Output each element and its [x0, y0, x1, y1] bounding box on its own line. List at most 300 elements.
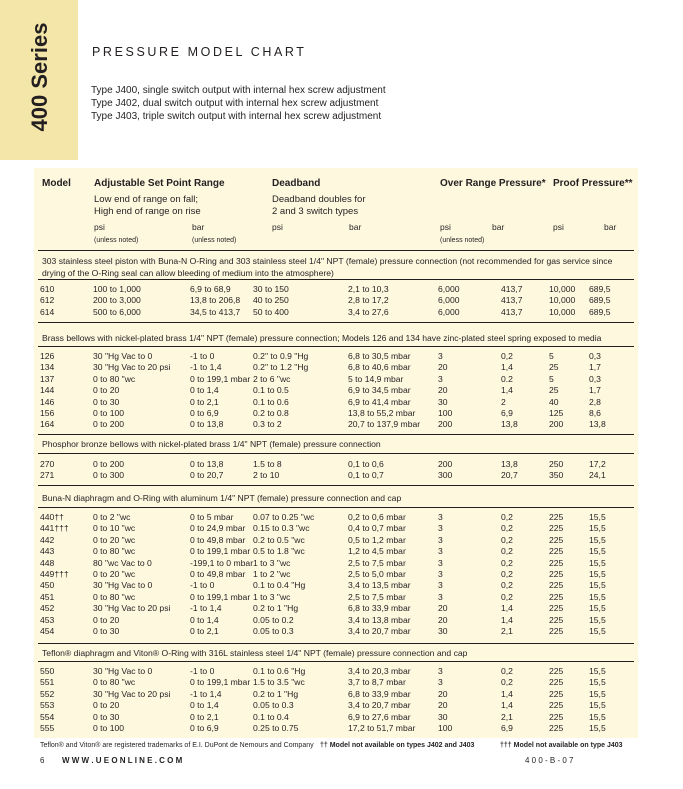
table-cell: 350	[549, 470, 564, 481]
type-j402: Type J402, dual switch output with internal hex screw adjustment	[91, 98, 379, 109]
table-cell: 3,4 to 27,6	[348, 306, 389, 317]
table-cell: 2 to 6 "wc	[253, 373, 291, 384]
table-cell: 0 to 100	[93, 408, 125, 419]
table-cell: 0,2	[501, 546, 513, 557]
table-cell: 443	[40, 546, 55, 557]
table-cell: 1,4	[501, 385, 513, 396]
table-cell: 6,9 to 68,9	[190, 284, 231, 294]
divider	[38, 485, 634, 486]
table-cell: 225	[549, 666, 564, 676]
table-row	[40, 615, 636, 626]
table-cell: 6,9	[501, 723, 513, 734]
group-description: Teflon® diaphragm and Viton® O-Ring with 316L stainless steel 1/4" NPT (female) pressure connection and cap	[42, 648, 468, 658]
table-cell: 449†††	[40, 569, 69, 580]
table-cell: 3	[438, 580, 443, 591]
table-cell: 0.15 to 0.3 "wc	[253, 523, 310, 534]
unit-deadband-psi: psi	[272, 222, 283, 232]
table-cell: 0,5 to 1,2 mbar	[348, 534, 406, 545]
table-cell: 17,2 to 51,7 mbar	[348, 723, 416, 734]
table-cell: 0 to 24,9 mbar	[190, 523, 246, 534]
table-cell: 30	[438, 711, 448, 722]
table-cell: 2 to 10	[253, 470, 280, 481]
table-cell: 0 to 2,1	[190, 396, 219, 407]
header-deadband-note2: 2 and 3 switch types	[272, 206, 359, 217]
table-cell: 0 to 1,4	[190, 700, 219, 711]
table-cell: 300	[438, 470, 453, 481]
table-cell: 200	[549, 419, 564, 430]
table-cell: 0,2	[501, 666, 513, 676]
table-cell: 0 to 10 "wc	[93, 523, 136, 534]
table-cell: 3	[438, 546, 443, 557]
table-cell: 0 to 1,4	[190, 385, 219, 396]
table-cell: 164	[40, 419, 55, 430]
table-cell: 225	[549, 546, 564, 557]
table-cell: 0 to 300	[93, 470, 125, 481]
table-cell: 0 to 199,1 mbar	[190, 373, 251, 384]
table-cell: 20,7 to 137,9 mbar	[348, 419, 421, 430]
table-cell: 0,2	[501, 534, 513, 545]
table-row	[40, 284, 636, 295]
table-cell: 0.05 to 0.3	[253, 626, 294, 637]
table-cell: 25	[549, 362, 559, 373]
table-cell: -1 to 1,4	[190, 688, 222, 699]
table-row	[40, 523, 636, 534]
table-cell: 225	[549, 614, 564, 625]
table-row	[40, 385, 636, 396]
header-setpoint: Adjustable Set Point Range	[94, 178, 225, 189]
table-cell: 0 to 2,1	[190, 711, 219, 722]
table-cell: 448	[40, 557, 55, 568]
table-cell: 552	[40, 688, 55, 699]
table-cell: 5	[549, 351, 554, 361]
table-row	[40, 459, 636, 470]
table-cell: 0,2	[501, 569, 513, 580]
table-cell: 15,5	[589, 603, 606, 614]
divider	[38, 453, 634, 454]
table-cell: 614	[40, 306, 55, 317]
table-cell: 20	[438, 362, 448, 373]
table-cell: 1 to 3 "wc	[253, 591, 291, 602]
table-row	[40, 723, 636, 734]
table-cell: 15,5	[589, 523, 606, 534]
table-cell: 15,5	[589, 626, 606, 637]
table-cell: 0.07 to 0.25 "wc	[253, 512, 315, 522]
table-cell: 0 to 80 "wc	[93, 591, 136, 602]
table-row	[40, 558, 636, 569]
table-cell: 551	[40, 677, 55, 688]
table-cell: 15,5	[589, 569, 606, 580]
table-cell: 6,000	[438, 295, 460, 306]
table-cell: 0.2 to 1 "Hg	[253, 603, 299, 614]
table-cell: 15,5	[589, 591, 606, 602]
table-cell: 413,7	[501, 295, 523, 306]
table-cell: 10,000	[549, 295, 576, 306]
table-cell: 0 to 20 "wc	[93, 569, 136, 580]
table-cell: 0 to 49,8 mbar	[190, 569, 246, 580]
table-cell: 40 to 250	[253, 295, 289, 306]
table-cell: 13,8 to 206,8	[190, 295, 241, 306]
header-setpoint-note2: High end of range on rise	[94, 206, 201, 217]
table-cell: 0,2	[501, 351, 513, 361]
table-cell: 0 to 30	[93, 396, 120, 407]
table-cell: 0.1 to 0.6 "Hg	[253, 666, 306, 676]
table-cell: 0 to 30	[93, 711, 120, 722]
table-cell: 30 "Hg Vac to 0	[93, 666, 153, 676]
table-cell: 0 to 199,1 mbar	[190, 591, 251, 602]
header-proof: Proof Pressure**	[553, 178, 633, 189]
unit-overrange-psi: psi	[440, 222, 451, 232]
table-cell: 0,2	[501, 591, 513, 602]
table-cell: 20	[438, 614, 448, 625]
table-cell: 2,5 to 5,0 mbar	[348, 569, 406, 580]
table-cell: 30	[438, 396, 448, 407]
page-title: PRESSURE MODEL CHART	[92, 45, 307, 59]
table-cell: 6,9 to 27,6 mbar	[348, 711, 411, 722]
website-link[interactable]: W W W . U E O N L I N E . C O M	[62, 756, 183, 765]
trademark-note: Teflon® and Viton® are registered trademarks of E.I. DuPont de Nemours and Company	[40, 742, 314, 749]
table-cell: 30 "Hg Vac to 20 psi	[93, 688, 171, 699]
header-deadband-note1: Deadband doubles for	[272, 194, 366, 205]
table-cell: 0.05 to 0.3	[253, 700, 294, 711]
table-cell: 0 to 80 "wc	[93, 373, 136, 384]
table-cell: 0.2 to 0.8	[253, 408, 289, 419]
table-cell: 225	[549, 557, 564, 568]
table-cell: 0,2	[501, 512, 513, 522]
table-cell: 3	[438, 557, 443, 568]
table-cell: 2,1 to 10,3	[348, 284, 389, 294]
table-cell: 1.5 to 3.5 "wc	[253, 677, 305, 688]
table-cell: -1 to 1,4	[190, 603, 222, 614]
table-cell: 3	[438, 569, 443, 580]
table-cell: -1 to 1,4	[190, 362, 222, 373]
table-cell: 0 to 199,1 mbar	[190, 677, 251, 688]
table-cell: 1,4	[501, 362, 513, 373]
table-cell: 0 to 13,8	[190, 419, 224, 430]
table-cell: 0.3 to 2	[253, 419, 282, 430]
table-cell: 126	[40, 351, 55, 361]
table-cell: 0 to 2,1	[190, 626, 219, 637]
table-cell: 6,8 to 33,9 mbar	[348, 603, 411, 614]
table-row	[40, 666, 636, 677]
page-number: 6	[40, 756, 45, 765]
table-row	[40, 677, 636, 688]
table-cell: 13,8	[501, 459, 518, 469]
table-cell: 550	[40, 666, 55, 676]
table-cell: 0 to 6,9	[190, 408, 219, 419]
document-code: 4 0 0 - B - 0 7	[525, 756, 574, 765]
table-cell: 0,1 to 0,6	[348, 459, 384, 469]
table-cell: 225	[549, 603, 564, 614]
table-cell: 8,6	[589, 408, 601, 419]
header-deadband: Deadband	[272, 178, 321, 189]
unit-setpoint-psi: psi	[94, 222, 105, 232]
type-j400: Type J400, single switch output with internal hex screw adjustment	[91, 85, 386, 96]
table-cell: 0 to 20	[93, 385, 120, 396]
table-row	[40, 592, 636, 603]
table-cell: 0,2	[501, 557, 513, 568]
table-cell: 34,5 to 413,7	[190, 306, 241, 317]
table-cell: 6,9 to 41,4 mbar	[348, 396, 411, 407]
table-cell: 0,2	[501, 580, 513, 591]
table-row	[40, 626, 636, 637]
table-cell: 20	[438, 688, 448, 699]
table-cell: 125	[549, 408, 564, 419]
table-cell: 13,8	[501, 419, 518, 430]
table-cell: 3	[438, 373, 443, 384]
table-cell: 225	[549, 512, 564, 522]
table-cell: 440††	[40, 512, 64, 522]
table-cell: 442	[40, 534, 55, 545]
table-cell: 20	[438, 603, 448, 614]
table-cell: 50 to 400	[253, 306, 289, 317]
table-cell: 452	[40, 603, 55, 614]
table-cell: 30 "Hg Vac to 0	[93, 580, 153, 591]
table-cell: 0,3	[589, 351, 601, 361]
table-cell: -1 to 0	[190, 580, 215, 591]
table-cell: 200	[438, 419, 453, 430]
table-cell: 0,4 to 0,7 mbar	[348, 523, 406, 534]
table-cell: 15,5	[589, 711, 606, 722]
table-cell: 0 to 200	[93, 459, 125, 469]
table-cell: 1,4	[501, 688, 513, 699]
table-cell: 3	[438, 523, 443, 534]
table-cell: 13,8 to 55,2 mbar	[348, 408, 416, 419]
table-cell: 0 to 100	[93, 723, 125, 734]
table-cell: 3,4 to 20,7 mbar	[348, 700, 411, 711]
table-cell: 0 to 80 "wc	[93, 546, 136, 557]
table-cell: 3,4 to 13,5 mbar	[348, 580, 411, 591]
table-cell: 271	[40, 470, 55, 481]
table-cell: 2,5 to 7,5 mbar	[348, 557, 406, 568]
table-cell: 6,9 to 34,5 mbar	[348, 385, 411, 396]
table-cell: 30	[438, 626, 448, 637]
table-cell: 450	[40, 580, 55, 591]
table-cell: 0.05 to 0.2	[253, 614, 294, 625]
table-cell: 30 to 150	[253, 284, 289, 294]
table-row	[40, 535, 636, 546]
table-cell: 20	[438, 385, 448, 396]
table-cell: 6,9	[501, 408, 513, 419]
table-cell: 225	[549, 711, 564, 722]
table-row	[40, 351, 636, 362]
table-cell: 225	[549, 523, 564, 534]
table-cell: 225	[549, 700, 564, 711]
table-cell: 6,000	[438, 284, 460, 294]
table-cell: 6,8 to 30,5 mbar	[348, 351, 411, 361]
unit-overrange-bar: bar	[492, 222, 505, 232]
table-cell: 0 to 5 mbar	[190, 512, 234, 522]
table-cell: 225	[549, 569, 564, 580]
group-table	[40, 512, 636, 637]
table-cell: 1,7	[589, 362, 601, 373]
table-cell: 225	[549, 534, 564, 545]
table-cell: 441†††	[40, 523, 69, 534]
table-cell: 100	[438, 723, 453, 734]
series-tab-label: 400 Series	[27, 22, 52, 132]
table-cell: 3,4 to 20,3 mbar	[348, 666, 411, 676]
table-cell: 3	[438, 591, 443, 602]
table-cell: -199,1 to 0 mbar	[190, 557, 253, 568]
table-cell: 225	[549, 688, 564, 699]
table-cell: 0 to 20	[93, 700, 120, 711]
table-cell: 500 to 6,000	[93, 306, 141, 317]
table-row	[40, 362, 636, 373]
type-list	[91, 84, 386, 123]
unit-setpoint-bar-note: (unless noted)	[192, 237, 237, 244]
table-cell: 1 to 2 "wc	[253, 569, 291, 580]
divider	[38, 434, 634, 435]
table-row	[40, 712, 636, 723]
table-cell: 2,8 to 17,2	[348, 295, 389, 306]
table-cell: 554	[40, 711, 55, 722]
table-cell: 30 "Hg Vac to 20 psi	[93, 362, 171, 373]
table-row	[40, 419, 636, 430]
table-row	[40, 374, 636, 385]
table-cell: 612	[40, 295, 55, 306]
table-cell: 0 to 20	[93, 614, 120, 625]
table-cell: 0.1 to 0.4 "Hg	[253, 580, 306, 591]
group-table	[40, 459, 636, 482]
series-tab	[0, 0, 78, 160]
table-cell: 15,5	[589, 677, 606, 688]
table-row	[40, 408, 636, 419]
table-cell: 0,1 to 0,7	[348, 470, 384, 481]
table-cell: 2,8	[589, 396, 601, 407]
table-cell: 0 to 49,8 mbar	[190, 534, 246, 545]
table-cell: 15,5	[589, 688, 606, 699]
unit-proof-bar: bar	[604, 222, 617, 232]
table-cell: 555	[40, 723, 55, 734]
divider	[38, 661, 634, 662]
divider	[38, 250, 634, 251]
table-cell: 15,5	[589, 614, 606, 625]
table-row	[40, 603, 636, 614]
table-cell: 553	[40, 700, 55, 711]
table-row	[40, 512, 636, 523]
table-cell: 15,5	[589, 557, 606, 568]
table-cell: 3,4 to 13,8 mbar	[348, 614, 411, 625]
table-cell: 0.2" to 1.2 "Hg	[253, 362, 309, 373]
table-cell: 1,4	[501, 700, 513, 711]
table-cell: 100 to 1,000	[93, 284, 141, 294]
group-table	[40, 666, 636, 734]
table-cell: 30 "Hg Vac to 20 psi	[93, 603, 171, 614]
header-overrange: Over Range Pressure*	[440, 178, 546, 189]
table-cell: 0 to 1,4	[190, 614, 219, 625]
group-description: Buna-N diaphragm and O-Ring with aluminum 1/4" NPT (female) pressure connection and cap	[42, 493, 402, 503]
table-cell: 0 to 80 "wc	[93, 677, 136, 688]
table-cell: 2	[501, 396, 506, 407]
table-row	[40, 689, 636, 700]
table-cell: 225	[549, 580, 564, 591]
table-cell: 1,4	[501, 603, 513, 614]
table-cell: 689,5	[589, 284, 611, 294]
table-cell: 1.5 to 8	[253, 459, 282, 469]
table-cell: 100	[438, 408, 453, 419]
divider	[38, 322, 634, 323]
table-cell: 0 to 6,9	[190, 723, 219, 734]
table-cell: 453	[40, 614, 55, 625]
table-cell: 0.2 to 0.5 "wc	[253, 534, 305, 545]
unit-setpoint-psi-note: (unless noted)	[94, 237, 139, 244]
table-cell: 20	[438, 700, 448, 711]
table-cell: 0 to 199,1 mbar	[190, 546, 251, 557]
table-cell: 0 to 30	[93, 626, 120, 637]
divider	[38, 643, 634, 644]
table-cell: 15,5	[589, 723, 606, 734]
table-cell: 0.25 to 0.75	[253, 723, 299, 734]
table-cell: 0.1 to 0.6	[253, 396, 289, 407]
footnote-triple-dagger: ††† Model not available on type J403	[500, 742, 623, 749]
unit-proof-psi: psi	[553, 222, 564, 232]
divider	[38, 507, 634, 508]
table-cell: 225	[549, 677, 564, 688]
table-cell: -1 to 0	[190, 666, 215, 676]
table-cell: 0.2" to 0.9 "Hg	[253, 351, 309, 361]
table-cell: 0 to 2 "wc	[93, 512, 131, 522]
table-cell: 610	[40, 284, 55, 294]
table-cell: 200 to 3,000	[93, 295, 141, 306]
table-cell: 5	[549, 373, 554, 384]
table-cell: 0,2	[501, 523, 513, 534]
table-cell: 0,2 to 0,6 mbar	[348, 512, 406, 522]
table-cell: 80 "wc Vac to 0	[93, 557, 152, 568]
table-cell: 15,5	[589, 580, 606, 591]
header-model: Model	[42, 178, 71, 189]
table-cell: 225	[549, 723, 564, 734]
group-description: Brass bellows with nickel-plated brass 1/4" NPT (female) pressure connection; Models 126 and 134 have zinc-plated steel spring exposed to media	[42, 333, 602, 343]
table-cell: 17,2	[589, 459, 606, 469]
table-cell: 24,1	[589, 470, 606, 481]
table-cell: 6,8 to 40,6 mbar	[348, 362, 411, 373]
unit-deadband-bar: bar	[349, 222, 362, 232]
table-cell: 0.1 to 0.5	[253, 385, 289, 396]
table-cell: 0,3	[589, 373, 601, 384]
table-cell: 451	[40, 591, 55, 602]
table-cell: 2,5 to 7,5 mbar	[348, 591, 406, 602]
table-cell: 15,5	[589, 546, 606, 557]
table-cell: 250	[549, 459, 564, 469]
table-cell: 270	[40, 459, 55, 469]
table-cell: 1,2 to 4,5 mbar	[348, 546, 406, 557]
table-cell: 10,000	[549, 306, 576, 317]
table-cell: 30 "Hg Vac to 0	[93, 351, 153, 361]
table-cell: 0,2	[501, 677, 513, 688]
table-row	[40, 295, 636, 306]
table-cell: 25	[549, 385, 559, 396]
table-cell: -1 to 0	[190, 351, 215, 361]
table-cell: 3,4 to 20,7 mbar	[348, 626, 411, 637]
table-cell: 156	[40, 408, 55, 419]
unit-overrange-psi-note: (unless noted)	[440, 237, 485, 244]
table-row	[40, 580, 636, 591]
table-cell: 413,7	[501, 306, 523, 317]
group-description: Phosphor bronze bellows with nickel-plated brass 1/4" NPT (female) pressure connection	[42, 439, 381, 449]
table-cell: 413,7	[501, 284, 523, 294]
table-cell: 0 to 13,8	[190, 459, 224, 469]
table-cell: 225	[549, 591, 564, 602]
table-cell: 3	[438, 666, 443, 676]
table-cell: 15,5	[589, 512, 606, 522]
table-cell: 0 to 200	[93, 419, 125, 430]
table-cell: 2,1	[501, 626, 513, 637]
table-cell: 200	[438, 459, 453, 469]
table-row	[40, 397, 636, 408]
divider	[38, 346, 634, 347]
group-table	[40, 284, 636, 318]
table-cell: 1 to 3 "wc	[253, 557, 291, 568]
table-cell: 137	[40, 373, 55, 384]
